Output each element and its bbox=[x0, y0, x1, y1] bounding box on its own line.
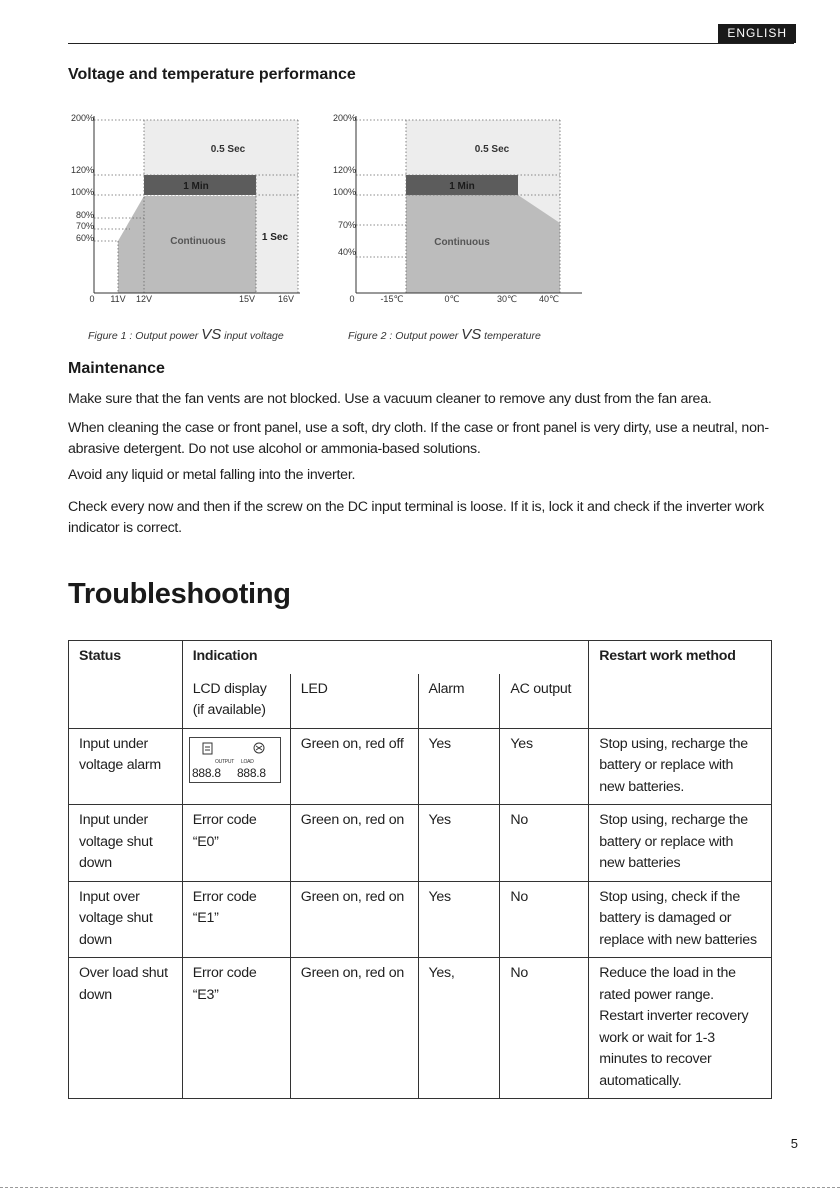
cell-ac-output: No bbox=[500, 958, 589, 1099]
section-title-maintenance: Maintenance bbox=[68, 360, 165, 377]
y-tick: 70% bbox=[337, 220, 356, 230]
cell-restart: Stop using, recharge the battery or replace with new batteries bbox=[589, 805, 772, 882]
maintenance-paragraph: When cleaning the case or front panel, use a soft, dry cloth. If the case or front panel is very dirty, use a neutral, non-abrasive detergent. Do not use alcohol or ammonia-based solutions. bbox=[68, 420, 769, 457]
cell-alarm: Yes bbox=[418, 881, 500, 958]
section-title-troubleshooting: Troubleshooting bbox=[68, 578, 291, 610]
y-tick: 40% bbox=[337, 247, 356, 257]
cell-status: Input under voltage alarm bbox=[69, 728, 183, 805]
subheader-lcd: LCD display (if available) bbox=[182, 674, 290, 729]
header-indication: Indication bbox=[182, 641, 588, 674]
table-row bbox=[69, 958, 772, 1099]
x-tick: 15V bbox=[238, 294, 256, 304]
header-restart: Restart work method bbox=[589, 641, 772, 674]
language-badge: ENGLISH bbox=[718, 24, 796, 43]
table-row bbox=[69, 881, 772, 958]
y-tick: 200% bbox=[70, 113, 94, 123]
region-label: Continuous bbox=[434, 237, 490, 248]
svg-text:888.8: 888.8 bbox=[236, 765, 266, 780]
cell-led: Green on, red off bbox=[290, 728, 418, 805]
region-label: 1 Min bbox=[183, 181, 209, 192]
y-tick: 120% bbox=[70, 165, 94, 175]
maintenance-paragraph: Make sure that the fan vents are not blocked. Use a vacuum cleaner to remove any dust from the fan area. bbox=[68, 391, 712, 407]
lcd-load-label: LOAD bbox=[240, 758, 254, 765]
cell-alarm: Yes bbox=[418, 728, 500, 805]
region-label: 1 Sec bbox=[261, 232, 289, 243]
caption-text: input voltage bbox=[224, 330, 284, 342]
caption-vs: VS bbox=[461, 326, 482, 343]
cell-led: Green on, red on bbox=[290, 958, 418, 1099]
page-bottom-edge bbox=[0, 1187, 840, 1188]
lcd-display-icon bbox=[189, 737, 281, 783]
table-subheader-row bbox=[69, 674, 772, 729]
region-label: 0.5 Sec bbox=[210, 144, 246, 155]
region-label: Continuous bbox=[170, 236, 226, 247]
chart-voltage bbox=[60, 108, 320, 308]
troubleshooting-table bbox=[68, 640, 772, 1099]
cell-restart: Reduce the load in the rated power range. Restart inverter recovery work or wait for 1-3 minutes to recover automatically. bbox=[589, 958, 772, 1099]
y-tick: 60% bbox=[75, 233, 94, 243]
cell-lcd: Error code “E1” bbox=[182, 881, 290, 958]
cell-alarm: Yes, bbox=[418, 958, 500, 1099]
cell-ac-output: Yes bbox=[500, 728, 589, 805]
x-tick: 12V bbox=[135, 294, 153, 304]
y-tick: 70% bbox=[75, 221, 94, 231]
section-title-performance: Voltage and temperature performance bbox=[68, 66, 356, 83]
cell-restart: Stop using, check if the battery is damaged or replace with new batteries bbox=[589, 881, 772, 958]
svg-text:888.8: 888.8 bbox=[191, 765, 221, 780]
x-tick: 0℃ bbox=[444, 294, 460, 304]
cell-led: Green on, red on bbox=[290, 881, 418, 958]
cell-led: Green on, red on bbox=[290, 805, 418, 882]
x-tick: -15℃ bbox=[380, 294, 404, 304]
cell-ac-output: No bbox=[500, 881, 589, 958]
cell-ac-output: No bbox=[500, 805, 589, 882]
region-label: 1 Min bbox=[449, 181, 475, 192]
maintenance-paragraph: Check every now and then if the screw on the DC input terminal is loose. If it is, lock it and check if the inverter work indicator is correct. bbox=[68, 499, 765, 536]
chart-temperature bbox=[322, 108, 584, 308]
header-status: Status bbox=[69, 641, 183, 674]
cell-restart: Stop using, recharge the battery or replace with new batteries. bbox=[589, 728, 772, 805]
x-tick: 0 bbox=[89, 294, 95, 304]
caption-text: temperature bbox=[484, 330, 541, 342]
caption-text: Figure 1 : Output power bbox=[88, 330, 199, 342]
caption-text: Figure 2 : Output power bbox=[348, 330, 459, 342]
x-tick: 40℃ bbox=[538, 294, 560, 304]
cell-lcd: Error code “E3” bbox=[182, 958, 290, 1099]
cell-status: Input under voltage shut down bbox=[69, 805, 183, 882]
y-tick: 120% bbox=[332, 165, 356, 175]
table-row bbox=[69, 805, 772, 882]
cell-alarm: Yes bbox=[418, 805, 500, 882]
y-tick: 100% bbox=[332, 187, 356, 197]
subheader-ac-output: AC output bbox=[500, 674, 589, 729]
figure-caption-2 bbox=[348, 326, 541, 343]
subheader-led: LED bbox=[290, 674, 418, 729]
subheader-alarm: Alarm bbox=[418, 674, 500, 729]
x-tick: 0 bbox=[349, 294, 355, 304]
header-restart-cont bbox=[589, 674, 772, 729]
x-tick: 11V bbox=[110, 294, 126, 304]
y-tick: 100% bbox=[70, 187, 94, 197]
region-label: 0.5 Sec bbox=[474, 144, 510, 155]
cell-lcd bbox=[182, 728, 290, 805]
maintenance-paragraph: Avoid any liquid or metal falling into the inverter. bbox=[68, 467, 356, 483]
table-header-row bbox=[69, 641, 772, 674]
cell-status: Input over voltage shut down bbox=[69, 881, 183, 958]
figure-caption-1 bbox=[88, 326, 284, 343]
x-tick: 16V bbox=[277, 294, 295, 304]
lcd-output-label: OUTPUT bbox=[214, 758, 234, 765]
y-tick: 80% bbox=[75, 210, 94, 220]
x-tick: 30℃ bbox=[496, 294, 518, 304]
header-rule bbox=[68, 43, 794, 44]
y-tick: 200% bbox=[332, 113, 356, 123]
cell-lcd: Error code “E0” bbox=[182, 805, 290, 882]
cell-status: Over load shut down bbox=[69, 958, 183, 1099]
caption-vs: VS bbox=[201, 326, 222, 343]
table-row bbox=[69, 728, 772, 805]
page-number: 5 bbox=[790, 1136, 798, 1151]
header-status-cont bbox=[69, 674, 183, 729]
